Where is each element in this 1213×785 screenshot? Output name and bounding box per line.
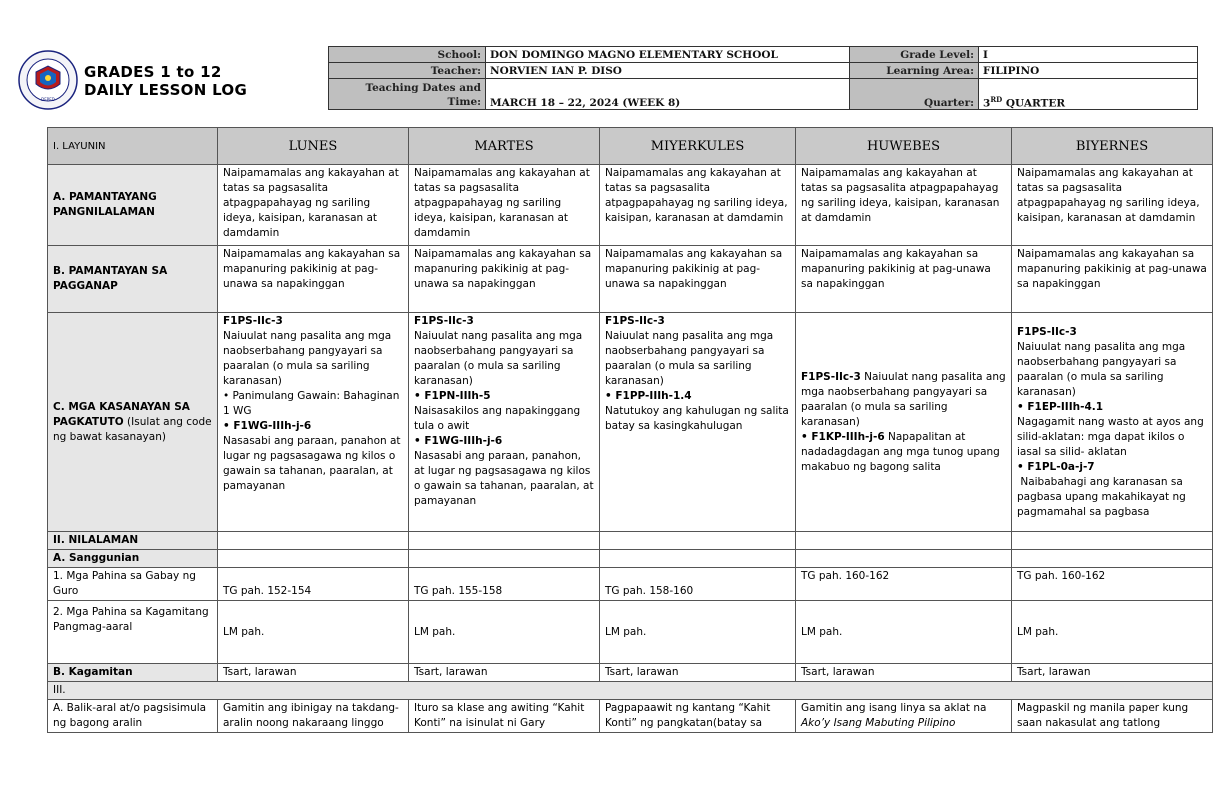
tg-pages-biyernes: TG pah. 160-162 xyxy=(1012,568,1213,601)
cell-a-lunes: Naipamamalas ang kakayahan at tatas sa pagsasalita atpagpapahayag ng sariling ideya, kaisipan, karanasan at damdamin xyxy=(218,165,409,246)
day-header-lunes: LUNES xyxy=(218,128,409,165)
cell-b-martes: Naipamamalas ang kakayahan sa mapanuring pakikinig at pag-unawa sa napakinggan xyxy=(409,246,600,313)
empty-cell xyxy=(218,550,409,568)
tg-pages-miyerkules: TG pah. 158-160 xyxy=(600,568,796,601)
competency-text: Naiuulat nang pasalita ang mga naobserbahang pangyayari sa paaralan (o mula sa sariling karanasan) xyxy=(605,330,777,387)
competency-text: Napapalitan at nadadagdagan ang mga tunog upang makabuo ng bagong salita xyxy=(801,430,1000,473)
competency-code: • F1KP-IIIh-j-6 xyxy=(801,430,885,443)
document-header xyxy=(0,0,1200,120)
balik-aral-biyernes: Magpaskil ng manila paper kung saan nakasulat ang tatlong xyxy=(1012,700,1213,733)
cell-a-huwebes: Naipamamalas ang kakayahan at tatas sa pagsasalita atpagpapahayag ng sariling ideya, kaisipan, karanasan at damdamin xyxy=(796,165,1012,246)
competency-text: Nagagamit nang wasto at ayos ang silid-aklatan: mga dapat ikilos o iasal sa silid- aklatan xyxy=(1017,415,1208,458)
section-pamamaraan: III. xyxy=(48,682,1213,700)
kagamitan-biyernes: Tsart, larawan xyxy=(1012,664,1213,682)
competency-text: Nasasabi ang paraan, panahon, at lugar ng pagsasagawa ng kilos o gawain sa tahanan, paaralan, at pamayanan xyxy=(414,450,597,507)
dates-value: MARCH 18 – 22, 2024 (WEEK 8) xyxy=(486,79,850,110)
empty-cell xyxy=(796,550,1012,568)
cell-b-biyernes: Naipamamalas ang kakayahan sa mapanuring pakikinig at pag-unawa sa napakinggan xyxy=(1012,246,1213,313)
school-value: DON DOMINGO MAGNO ELEMENTARY SCHOOL xyxy=(486,47,850,63)
competency-code: • F1PN-IIIh-5 xyxy=(414,390,491,402)
empty-cell xyxy=(409,532,600,550)
lesson-log-table xyxy=(47,127,1213,733)
empty-cell xyxy=(218,532,409,550)
kagamitan-martes: Tsart, larawan xyxy=(409,664,600,682)
cell-a-biyernes: Naipamamalas ang kakayahan at tatas sa pagsasalita atpagpapahayag ng sariling ideya, kaisipan, karanasan at damdamin xyxy=(1012,165,1213,246)
teacher-value: NORVIEN IAN P. DISO xyxy=(486,63,850,79)
empty-cell xyxy=(796,532,1012,550)
competency-code: F1PS-IIc-3 xyxy=(223,315,283,327)
row-label-kagamitan: B. Kagamitan xyxy=(48,664,218,682)
svg-text:DEPED: DEPED xyxy=(41,97,55,102)
area-label: Learning Area: xyxy=(850,63,979,79)
grade-value: I xyxy=(979,47,1198,63)
day-header-martes: MARTES xyxy=(409,128,600,165)
competency-code: • F1WG-IIIh-j-6 xyxy=(223,420,312,432)
balik-aral-lunes: Gamitin ang ibinigay na takdang-aralin noong nakaraang linggo xyxy=(218,700,409,733)
competency-text: Naiuulat nang pasalita ang mga naobserbahang pangyayari sa paaralan (o mula sa sariling karanasan) xyxy=(801,370,1006,428)
competency-code: • F1EP-IIIh-4.1 xyxy=(1017,400,1104,413)
competency-text: Naisasakilos ang napakinggang tula o awit xyxy=(414,405,584,432)
lm-pages-lunes: LM pah. xyxy=(218,601,409,664)
empty-cell xyxy=(409,550,600,568)
book-title: Ako’y Isang Mabuting Pilipino xyxy=(801,717,956,729)
competency-text: Naiuulat nang pasalita ang mga naobserbahang pangyayari sa paaralan (o mula sa sariling karanasan) xyxy=(223,330,395,387)
quarter-label: Quarter: xyxy=(850,79,979,110)
kasanayan-label-note: (Isulat ang code ng bawat kasanayan) xyxy=(53,415,212,443)
row-label-kasanayan xyxy=(48,313,218,532)
quarter-number: 3 xyxy=(983,97,991,109)
day-header-huwebes: HUWEBES xyxy=(796,128,1012,165)
row-label-gabay-ng-guro: 1. Mga Pahina sa Gabay ng Guro xyxy=(48,568,218,601)
tg-pages-martes: TG pah. 155-158 xyxy=(409,568,600,601)
competency-code: F1PS-IIc-3 xyxy=(605,315,665,327)
empty-cell xyxy=(1012,532,1213,550)
balik-aral-miyerkules: Pagpapaawit ng kantang “Kahit Konti” ng pangkatan(batay sa xyxy=(600,700,796,733)
cell-c-miyerkules xyxy=(600,313,796,532)
kasanayan-label-bold: C. MGA KASANAYAN SA PAGKATUTO xyxy=(53,400,190,428)
grade-label: Grade Level: xyxy=(850,47,979,63)
cell-a-martes: Naipamamalas ang kakayahan at tatas sa pagsasalita atpagpapahayag ng sariling ideya, kaisipan, karanasan at damdamin xyxy=(409,165,600,246)
tg-pages-lunes: TG pah. 152-154 xyxy=(218,568,409,601)
info-table xyxy=(328,46,1198,110)
empty-cell xyxy=(1012,550,1213,568)
empty-cell xyxy=(600,532,796,550)
competency-text: Nasasabi ang paraan, panahon at lugar ng pagsasagawa ng kilos o gawain sa tahanan, paaralan, at pamayanan xyxy=(223,435,404,492)
section-nilalaman: II. NILALAMAN xyxy=(48,532,218,550)
competency-code: F1PS-IIc-3 xyxy=(414,315,474,327)
row-label-pamantayan-sa-pagganap: B. PAMANTAYAN SA PAGGANAP xyxy=(48,246,218,313)
lm-pages-biyernes: LM pah. xyxy=(1012,601,1213,664)
school-label: School: xyxy=(329,47,486,63)
competency-bullet: • Panimulang Gawain: Bahaginan 1 WG xyxy=(223,390,403,417)
kagamitan-miyerkules: Tsart, larawan xyxy=(600,664,796,682)
cell-b-lunes: Naipamamalas ang kakayahan sa mapanuring pakikinig at pag-unawa sa napakinggan xyxy=(218,246,409,313)
dates-label-line-2: Time: xyxy=(447,96,481,108)
cell-b-miyerkules: Naipamamalas ang kakayahan sa mapanuring pakikinig at pag-unawa sa napakinggan xyxy=(600,246,796,313)
cell-c-huwebes xyxy=(796,313,1012,532)
quarter-suffix: RD xyxy=(990,94,1003,104)
lm-pages-miyerkules: LM pah. xyxy=(600,601,796,664)
row-label-balik-aral: A. Balik-aral at/o pagsisimula ng bagong aralin xyxy=(48,700,218,733)
competency-code: • F1PL-0a-j-7 xyxy=(1017,460,1095,473)
document-title xyxy=(84,63,247,99)
quarter-value xyxy=(979,79,1198,110)
competency-text: Naibabahagi ang karanasan sa pagbasa upang makahikayat ng pagmamahal sa pagbasa xyxy=(1017,475,1190,518)
cell-c-lunes xyxy=(218,313,409,532)
competency-code: F1PS-IIc-3 xyxy=(801,370,861,383)
row-label-kagamitang-pangmag-aaral: 2. Mga Pahina sa Kagamitang Pangmag-aaral xyxy=(48,601,218,664)
balik-aral-martes: Ituro sa klase ang awiting “Kahit Konti” na isinulat ni Gary xyxy=(409,700,600,733)
teacher-label: Teacher: xyxy=(329,63,486,79)
cell-b-huwebes: Naipamamalas ang kakayahan sa mapanuring pakikinig at pag-unawa sa napakinggan xyxy=(796,246,1012,313)
competency-text: Natutukoy ang kahulugan ng salita batay sa kasingkahulugan xyxy=(605,405,793,432)
kagamitan-huwebes: Tsart, larawan xyxy=(796,664,1012,682)
quarter-word: QUARTER xyxy=(1002,97,1066,109)
section-layunin: I. LAYUNIN xyxy=(48,128,218,165)
dates-label xyxy=(329,79,486,110)
competency-code: • F1PP-IIIh-1.4 xyxy=(605,390,692,402)
area-value: FILIPINO xyxy=(979,63,1198,79)
cell-a-miyerkules: Naipamamalas ang kakayahan at tatas sa pagsasalita atpagpapahayag ng sariling ideya, kaisipan, karanasan at damdamin xyxy=(600,165,796,246)
row-label-pamantayang-pangnilalaman: A. PAMANTAYANG PANGNILALAMAN xyxy=(48,165,218,246)
cell-c-martes xyxy=(409,313,600,532)
kagamitan-lunes: Tsart, larawan xyxy=(218,664,409,682)
day-header-biyernes: BIYERNES xyxy=(1012,128,1213,165)
empty-cell xyxy=(600,550,796,568)
competency-code: • F1WG-IIIh-j-6 xyxy=(414,435,503,447)
balik-aral-huwebes xyxy=(796,700,1012,733)
lm-pages-martes: LM pah. xyxy=(409,601,600,664)
tg-pages-huwebes: TG pah. 160-162 xyxy=(796,568,1012,601)
title-line-1: GRADES 1 to 12 xyxy=(84,63,222,81)
cell-c-biyernes xyxy=(1012,313,1213,532)
deped-seal-icon xyxy=(18,50,78,110)
competency-text: Naiuulat nang pasalita ang mga naobserbahang pangyayari sa paaralan (o mula sa sariling karanasan) xyxy=(414,330,586,387)
day-header-miyerkules: MIYERKULES xyxy=(600,128,796,165)
title-line-2: DAILY LESSON LOG xyxy=(84,81,248,99)
lm-pages-huwebes: LM pah. xyxy=(796,601,1012,664)
competency-code: F1PS-IIc-3 xyxy=(1017,325,1077,338)
balik-aral-huwebes-text: Gamitin ang isang linya sa aklat na xyxy=(801,702,987,714)
competency-text: Naiuulat nang pasalita ang mga naobserbahang pangyayari sa paaralan (o mula sa sariling karanasan) xyxy=(1017,340,1189,398)
dates-label-line-1: Teaching Dates and xyxy=(365,82,481,94)
row-label-sanggunian: A. Sanggunian xyxy=(48,550,218,568)
